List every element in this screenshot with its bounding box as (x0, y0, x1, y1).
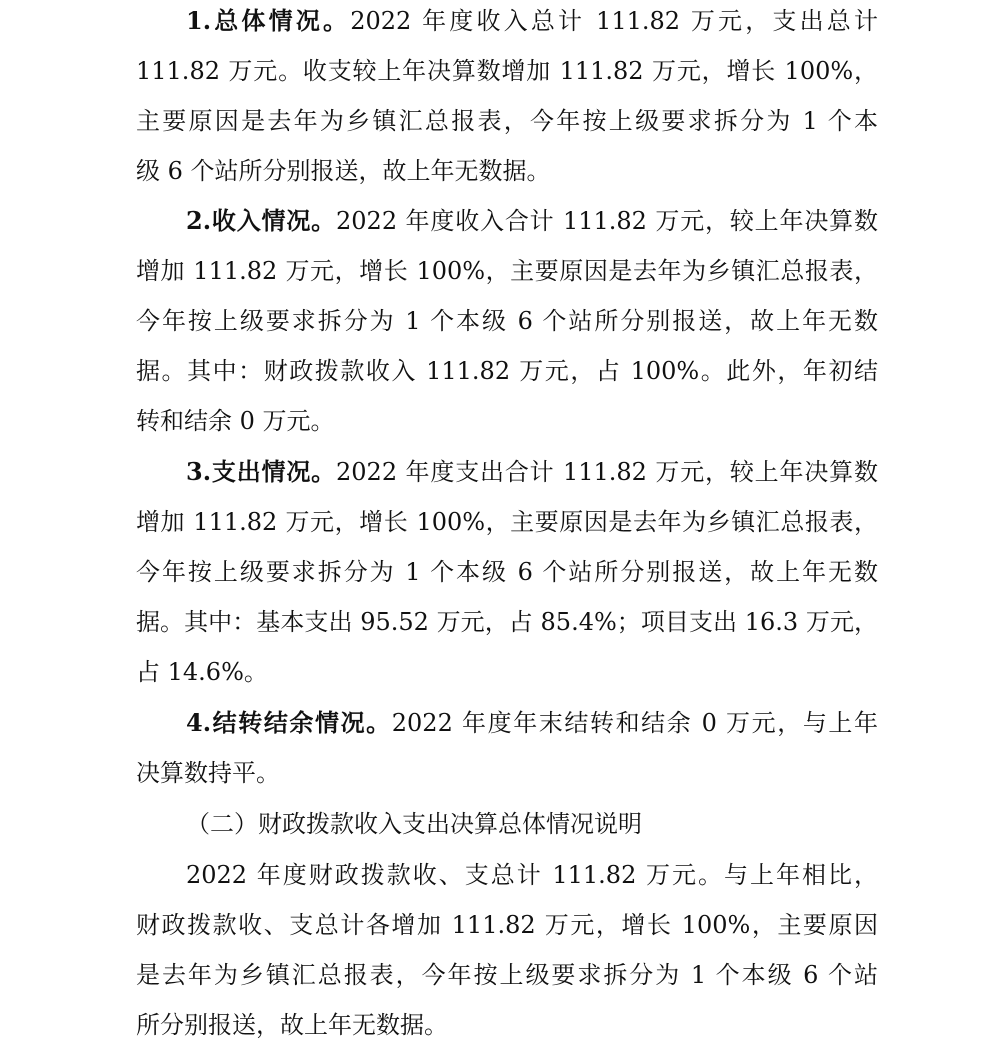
paragraph-3-text: 2022 年度支出合计 111.82 万元，较上年决算数 (336, 458, 878, 486)
paragraph-3-line-3: 今年按上级要求拆分为 1 个本级 6 个站所分别报送，故上年无数 (136, 558, 878, 586)
paragraph-1-line-2: 111.82 万元。收支较上年决算数增加 111.82 万元，增长 100%， (136, 57, 878, 85)
final-paragraph-line-3: 是去年为乡镇汇总报表，今年按上级要求拆分为 1 个本级 6 个站 (136, 961, 878, 989)
paragraph-3-line-2: 增加 111.82 万元，增长 100%，主要原因是去年为乡镇汇总报表， (136, 508, 878, 536)
paragraph-2-line-4: 据。其中：财政拨款收入 111.82 万元，占 100%。此外，年初结 (136, 357, 878, 385)
paragraph-3-line-4: 据。其中：基本支出 95.52 万元，占 85.4%；项目支出 16.3 万元， (136, 608, 878, 636)
paragraph-2-line-3: 今年按上级要求拆分为 1 个本级 6 个站所分别报送，故上年无数 (136, 307, 878, 335)
final-paragraph-line-4: 所分别报送，故上年无数据。 (136, 1011, 448, 1039)
paragraph-2-line-1 (186, 196, 878, 246)
paragraph-3-heading: 3.支出情况。 (186, 457, 337, 486)
paragraph-1-line-1 (186, 0, 878, 46)
paragraph-2-text: 2022 年度收入合计 111.82 万元，较上年决算数 (336, 207, 878, 235)
paragraph-2-line-5: 转和结余 0 万元。 (136, 407, 335, 435)
paragraph-4-heading: 4.结转结余情况。 (186, 708, 392, 737)
paragraph-4-line-1 (186, 698, 878, 748)
section-title: （二）财政拨款收入支出决算总体情况说明 (186, 810, 642, 838)
paragraph-1-heading: 1.总体情况。 (186, 6, 351, 35)
paragraph-3-line-5: 占 14.6%。 (136, 658, 268, 686)
paragraph-1-text: 2022 年度收入总计 111.82 万元，支出总计 (350, 7, 878, 35)
paragraph-2-heading: 2.收入情况。 (186, 206, 337, 235)
paragraph-3-line-1 (186, 447, 878, 497)
paragraph-2-line-2: 增加 111.82 万元，增长 100%，主要原因是去年为乡镇汇总报表， (136, 257, 878, 285)
paragraph-4-line-2: 决算数持平。 (136, 759, 280, 787)
final-paragraph-line-2: 财政拨款收、支总计各增加 111.82 万元，增长 100%，主要原因 (136, 911, 878, 939)
paragraph-1-line-3: 主要原因是去年为乡镇汇总报表，今年按上级要求拆分为 1 个本 (136, 107, 878, 135)
paragraph-1-line-4: 级 6 个站所分别报送，故上年无数据。 (136, 157, 551, 185)
final-paragraph-line-1: 2022 年度财政拨款收、支总计 111.82 万元。与上年相比， (186, 861, 878, 889)
paragraph-4-text: 2022 年度年末结转和结余 0 万元，与上年 (391, 709, 878, 737)
